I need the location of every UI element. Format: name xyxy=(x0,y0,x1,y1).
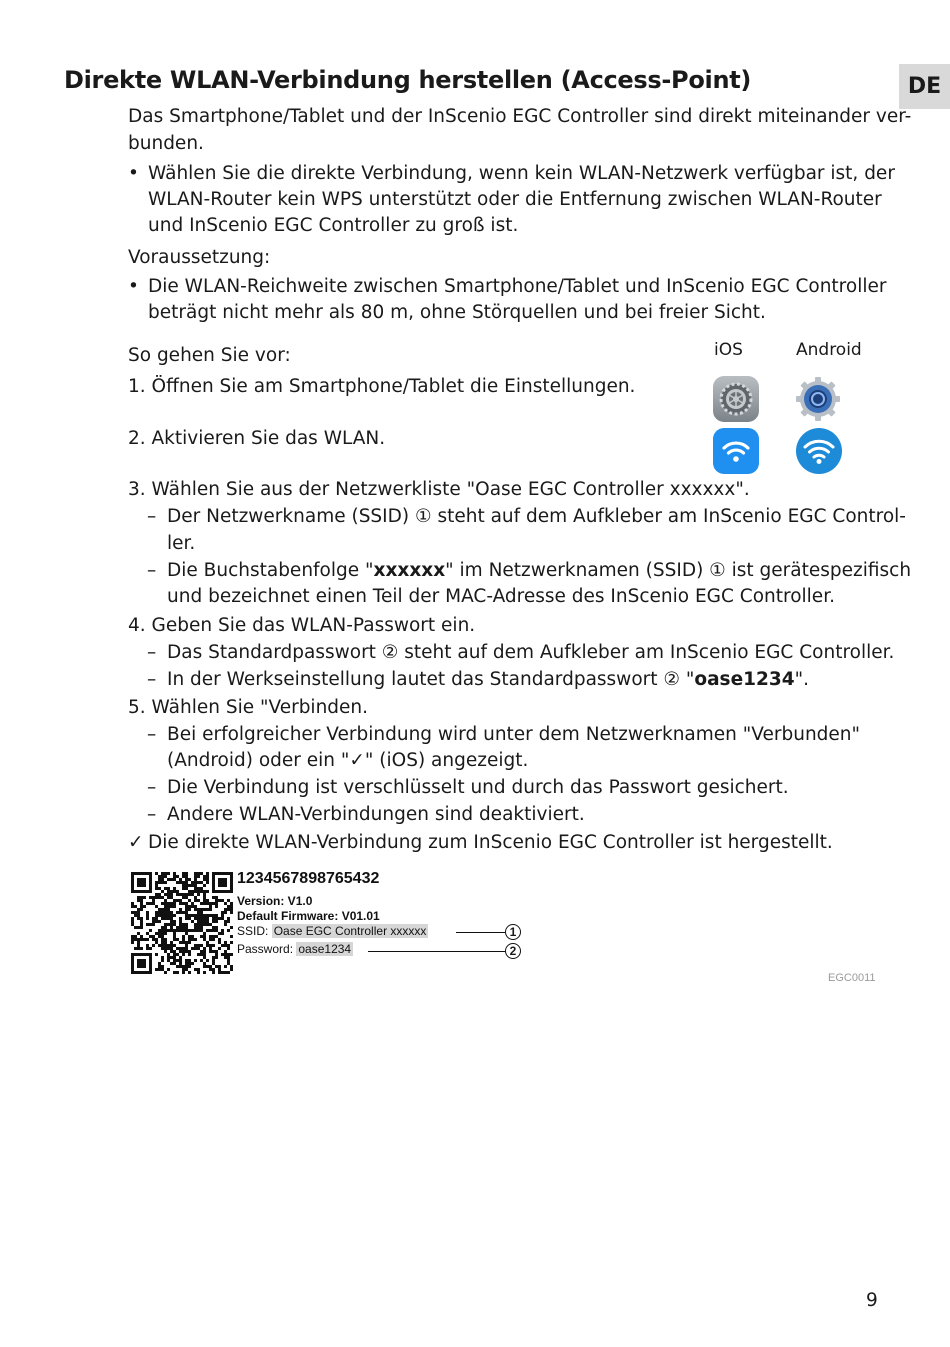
step-5-sub-c: Andere WLAN-Verbindungen sind deaktiviert. xyxy=(167,804,585,825)
android-wifi-icon xyxy=(796,428,842,474)
bullet-dot: • xyxy=(128,163,139,184)
marker-2: 2 xyxy=(505,943,521,959)
bullet2-line-1: Die WLAN-Reichweite zwischen Smartphone/Tablet und InScenio EGC Controller xyxy=(148,276,887,297)
sticker-serial: 1234567898765432 xyxy=(237,870,380,887)
result-checkmark: ✓ xyxy=(128,832,144,853)
step-4-sub-a: Das Standardpasswort ② steht auf dem Aufkleber am InScenio EGC Controller. xyxy=(167,642,895,663)
step-5: 5. Wählen Sie "Verbinden. xyxy=(128,697,369,718)
step-3-sub-a-line-1: Der Netzwerkname (SSID) ① steht auf dem Aufkleber am InScenio EGC Control- xyxy=(167,506,906,527)
bullet1-line-3: und InScenio EGC Controller zu groß ist. xyxy=(148,215,519,236)
step-3-sub-a-line-2: ler. xyxy=(167,533,196,554)
step-5-sub-b: Die Verbindung ist verschlüsselt und durch das Passwort gesichert. xyxy=(167,777,789,798)
language-tab: DE xyxy=(899,64,950,109)
dash-marker: – xyxy=(147,804,157,825)
step-3: 3. Wählen Sie aus der Netzwerkliste "Oase EGC Controller xxxxxx". xyxy=(128,479,750,500)
dash-marker: – xyxy=(147,669,157,690)
step-3-sub-b-line-2: und bezeichnet einen Teil der MAC-Adresse des InScenio EGC Controller. xyxy=(167,586,835,607)
step-4-sub-b: In der Werkseinstellung lautet das Standardpasswort ② "oase1234". xyxy=(167,669,809,690)
intro-line-2: bunden. xyxy=(128,133,204,154)
step-5-sub-a-line-2: (Android) oder ein "✓" (iOS) angezeigt. xyxy=(167,750,529,771)
page-number: 9 xyxy=(866,1290,878,1311)
step-3-sub-b-line-1: Die Buchstabenfolge "xxxxxx" im Netzwerknamen (SSID) ① ist gerätespezifisch xyxy=(167,560,912,581)
leader-line-1 xyxy=(456,932,505,933)
bullet-dot: • xyxy=(128,276,139,297)
step-1: 1. Öffnen Sie am Smartphone/Tablet die Einstellungen. xyxy=(128,376,636,397)
android-settings-icon xyxy=(795,376,841,422)
sticker-ssid: SSID: Oase EGC Controller xxxxxx xyxy=(237,924,427,938)
qr-code xyxy=(131,872,233,974)
page-title: Direkte WLAN-Verbindung herstellen (Access-Point) xyxy=(64,66,752,94)
ios-wifi-icon xyxy=(713,428,759,474)
ios-settings-icon xyxy=(713,376,759,422)
marker-1: 1 xyxy=(505,924,521,940)
sticker-firmware: Default Firmware: V01.01 xyxy=(237,909,380,923)
bullet1-line-2: WLAN-Router kein WPS unterstützt oder die Entfernung zwischen WLAN-Router xyxy=(148,189,882,210)
result-text: Die direkte WLAN-Verbindung zum InScenio EGC Controller ist hergestellt. xyxy=(148,832,833,853)
ios-label: iOS xyxy=(714,340,743,360)
step-4: 4. Geben Sie das WLAN-Passwort ein. xyxy=(128,615,476,636)
bullet1-line-1: Wählen Sie die direkte Verbindung, wenn kein WLAN-Netzwerk verfügbar ist, der xyxy=(148,163,895,184)
howto-label: So gehen Sie vor: xyxy=(128,345,291,366)
dash-marker: – xyxy=(147,724,157,745)
dash-marker: – xyxy=(147,560,157,581)
dash-marker: – xyxy=(147,777,157,798)
sticker-password: Password: oase1234 xyxy=(237,942,352,956)
step-2: 2. Aktivieren Sie das WLAN. xyxy=(128,428,386,449)
android-label: Android xyxy=(796,340,862,360)
bullet2-line-2: beträgt nicht mehr als 80 m, ohne Störquellen und bei freier Sicht. xyxy=(148,302,766,323)
step-5-sub-a-line-1: Bei erfolgreicher Verbindung wird unter dem Netzwerknamen "Verbunden" xyxy=(167,724,861,745)
intro-line-1: Das Smartphone/Tablet und der InScenio EGC Controller sind direkt miteinander ver- xyxy=(128,106,912,127)
sticker-version: Version: V1.0 xyxy=(237,894,313,908)
leader-line-2 xyxy=(368,951,505,952)
dash-marker: – xyxy=(147,642,157,663)
dash-marker: – xyxy=(147,506,157,527)
figure-code: EGC0011 xyxy=(828,972,876,984)
prerequisite-label: Voraussetzung: xyxy=(128,247,271,268)
